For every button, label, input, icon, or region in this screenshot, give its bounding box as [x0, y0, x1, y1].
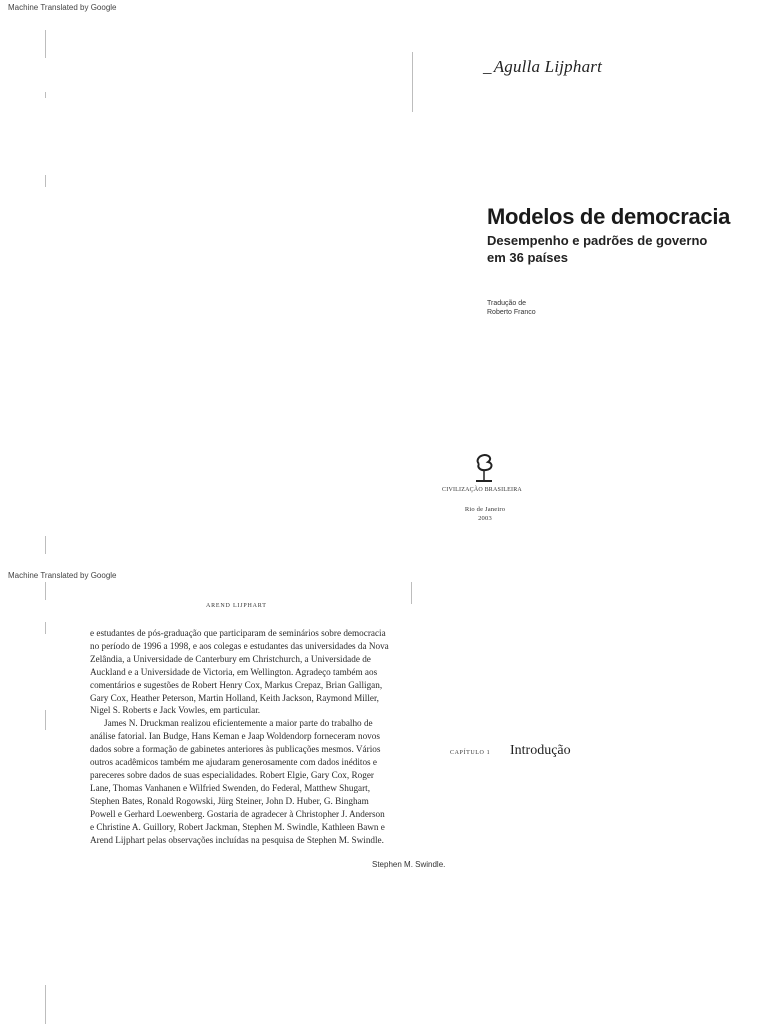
page-edge-line	[45, 985, 46, 1024]
page-edge-line	[45, 536, 46, 554]
publication-year: 2003	[478, 515, 492, 522]
publisher-logo-icon	[470, 452, 498, 486]
page-edge-line	[411, 582, 412, 604]
page-edge-line	[45, 710, 46, 730]
acknowledgements-text	[90, 627, 390, 846]
book-subtitle: Desempenho e padrões de governo em 36 países	[487, 233, 708, 265]
translation-credit	[487, 299, 536, 317]
page-edge-line	[45, 622, 46, 634]
machine-translated-label-page2: Machine Translated by Google	[8, 571, 117, 580]
author-name: _ Agulla Lijphart	[483, 57, 603, 76]
translation-label: Tradução de	[487, 300, 527, 307]
trailing-text: Stephen M. Swindle.	[372, 860, 446, 869]
page-edge-line	[412, 52, 413, 112]
chapter-title: Introdução	[510, 743, 571, 758]
acknowledgements-paragraph: James N. Druckman realizou eficientemente a maior parte do trabalho de análise fatorial. Ian Budge, Hans Keman e Jaap Woldendorp forneceram novos dados sobre a formação de gabinetes anteriores às publicações mesmos. Vários outros acadêmicos também me ajudaram generosamente com dados inéditos e pareceres sobre dados de suas especialidades. Robert Elgie, Gary Cox, Roger Lane, Thomas Vanhanen e Wilfried Swenden, do Federal, Matthew Shugart, Stephen Bates, Ronald Rogowski, Jürg Steiner, John D. Huber, G. Bingham Powell e Gerhard Loewenberg. Gostaria de agradecer à Christopher J. Anderson e Christine A. Guillory, Robert Jackman, Stephen M. Swindle, Kathleen Bawn e Arend Lijphart pelas observações incluídas na pesquisa de Stephen M. Swindle.	[90, 718, 385, 845]
page-edge-line	[45, 582, 46, 600]
machine-translated-label-page1: Machine Translated by Google	[8, 3, 117, 12]
book-title: Modelos de democracia	[487, 204, 731, 229]
publication-city: Rio de Janeiro	[464, 506, 506, 513]
page-edge-line	[45, 92, 46, 98]
translator-name: Roberto Franco	[487, 309, 536, 316]
page-edge-line	[45, 175, 46, 187]
acknowledgements-paragraph: e estudantes de pós-graduação que participaram de seminários sobre democracia no período de 1996 a 1998, e aos colegas e estudantes das universidades da Nova Zelândia, a Universidade de Canterbury em Christchurch, a Universidade de Auckland e a Universidade de Victoria, em Wellington. Agradeço também aos comentários e sugestões de Robert Henry Cox, Markus Crepaz, Brian Galligan, Gary Cox, Heather Peterson, Martin Holland, Keith Jackson, Raymond Miller, Nigel S. Roberts e Jack Vowles, em particular.	[90, 628, 389, 716]
running-head: AREND LIJPHART	[206, 603, 267, 609]
publisher-name: CIVILIZAÇÃO BRASILEIRA	[442, 487, 522, 493]
page-edge-line	[45, 30, 46, 58]
chapter-label: CAPÍTULO 1	[450, 750, 491, 756]
